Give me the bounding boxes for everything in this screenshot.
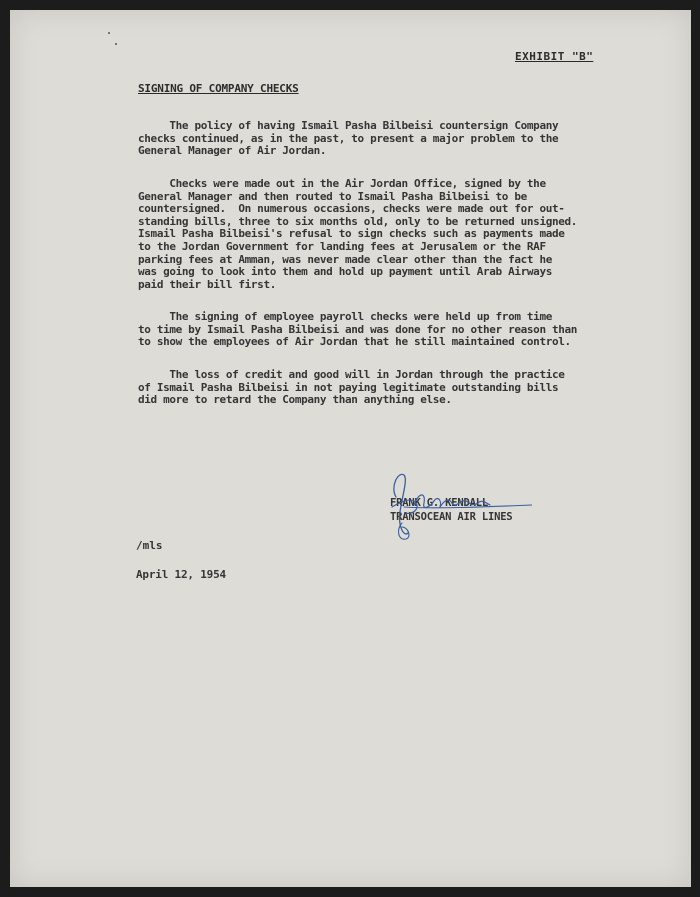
paragraph-line: The signing of employee payroll checks were held up from time [138, 310, 552, 323]
paragraph-line: Ismail Pasha Bilbeisi's refusal to sign checks such as payments made [138, 227, 565, 241]
paragraph-line: countersigned. On numerous occasions, checks were made out for out- [138, 202, 565, 216]
paragraph-line: General Manager of Air Jordan. [138, 144, 327, 158]
paragraph-line: parking fees at Amman, was never made clear other than the fact he [138, 252, 552, 266]
paragraph-line: Checks were made out in the Air Jordan Office, signed by the [138, 177, 546, 190]
typist-initials: /mls [136, 539, 163, 552]
paragraph-line: to show the employees of Air Jordan that he still maintained control. [138, 335, 571, 349]
paper-speck [108, 32, 110, 34]
paragraph-line: of Ismail Pasha Bilbeisi in not paying legitimate outstanding bills [138, 380, 559, 394]
paragraph-3 [138, 311, 618, 349]
signer-name: FRANK G. KENDALL [390, 497, 488, 509]
paragraph-line: The loss of credit and good will in Jordan through the practice [138, 368, 565, 381]
paragraph-line: General Manager and then routed to Ismail Pasha Bilbeisi to be [138, 189, 527, 203]
paragraph-line: paid their bill first. [138, 277, 276, 291]
paragraph-line: standing bills, three to six months old, only to be returned unsigned. [138, 214, 578, 228]
signer-company: TRANSOCEAN AIR LINES [390, 511, 513, 523]
document-page [10, 10, 691, 887]
exhibit-label: EXHIBIT "B" [515, 50, 594, 63]
paragraph-line: to time by Ismail Pasha Bilbeisi and was done for no other reason than [138, 322, 578, 336]
paragraph-line: did more to retard the Company than anything else. [138, 393, 452, 407]
document-date: April 12, 1954 [136, 568, 226, 581]
paragraph-line: checks continued, as in the past, to present a major problem to the [138, 131, 559, 145]
paragraph-1 [138, 120, 618, 158]
document-heading: SIGNING OF COMPANY CHECKS [138, 82, 299, 95]
paragraph-line: was going to look into them and hold up payment until Arab Airways [138, 265, 552, 279]
paragraph-line: to the Jordan Government for landing fees at Jerusalem or the RAF [138, 239, 546, 253]
paragraph-line: The policy of having Ismail Pasha Bilbeisi countersign Company [138, 119, 559, 132]
paper-speck [115, 43, 117, 45]
paragraph-2 [138, 178, 618, 291]
paragraph-4 [138, 369, 618, 407]
handwritten-signature [382, 457, 532, 547]
